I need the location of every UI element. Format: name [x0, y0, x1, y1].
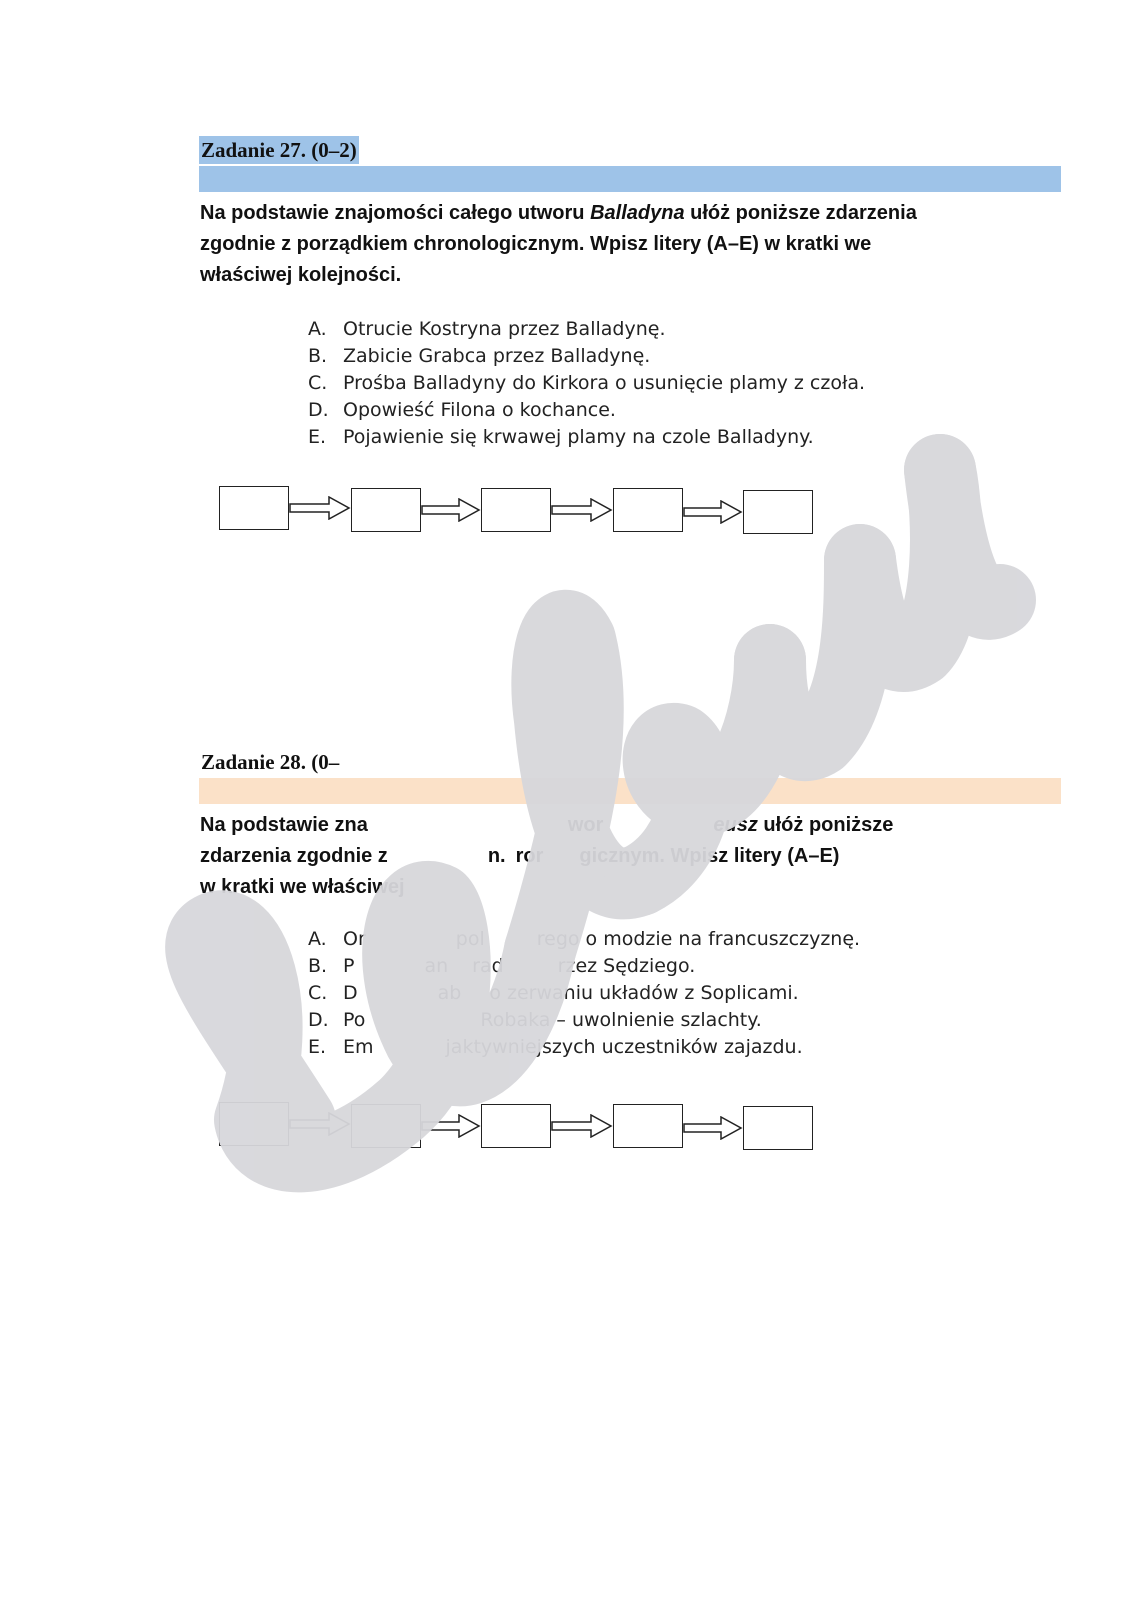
instruction-line-2: zdarzenia zgodnie z n. ror gicznym. Wpisz litery (A–E) — [200, 845, 840, 867]
arrow-right-icon — [289, 1112, 351, 1136]
answer-box-5[interactable] — [743, 1106, 813, 1150]
answer-box-3[interactable] — [481, 488, 551, 532]
work-title: Balladyna — [590, 202, 685, 224]
option-a: A. Or pol rego o modzie na francuszczyznę. — [308, 928, 861, 950]
task-28-header-bar — [199, 778, 1061, 804]
task-27-options — [308, 316, 865, 451]
option-d: D. Po Robaka – uwolnienie szlachty. — [308, 1009, 762, 1031]
answer-box-2[interactable] — [351, 488, 421, 532]
task-28-instruction — [200, 810, 960, 903]
arrow-right-icon — [683, 1116, 743, 1140]
option-c: C. Prośba Balladyny do Kirkora o usunięcie plamy z czoła. — [308, 372, 866, 394]
option-b: B. P an rad rzez Sędziego. — [308, 955, 696, 977]
answer-box-4[interactable] — [613, 488, 683, 532]
option-b: B. Zabicie Grabca przez Balladynę. — [308, 345, 651, 367]
arrow-right-icon — [421, 498, 481, 522]
arrow-right-icon — [289, 496, 351, 520]
answer-box-3[interactable] — [481, 1104, 551, 1148]
instruction-line-3: w kratki we właściwej — [200, 876, 405, 898]
arrow-right-icon — [551, 498, 613, 522]
task-28-answer-chain — [0, 1102, 1133, 1182]
instruction-text-start: Na podstawie znajomości całego utworu — [200, 202, 591, 224]
task-28-title: Zadanie 28. (0– — [201, 750, 340, 774]
answer-box-5[interactable] — [743, 490, 813, 534]
option-e: E. Pojawienie się krwawej plamy na czole Balladyny. — [308, 426, 814, 448]
arrow-right-icon — [551, 1114, 613, 1138]
answer-box-1[interactable] — [219, 486, 289, 530]
answer-box-1[interactable] — [219, 1102, 289, 1146]
answer-box-4[interactable] — [613, 1104, 683, 1148]
option-a: A. Otrucie Kostryna przez Balladynę. — [308, 318, 666, 340]
arrow-right-icon — [421, 1114, 481, 1138]
answer-box-2[interactable] — [351, 1104, 421, 1148]
task-28-options — [308, 926, 860, 1061]
arrow-right-icon — [683, 500, 743, 524]
instruction-line-1: Na podstawie zna wor eusz ułóż poniższe — [200, 814, 894, 836]
instruction-text-end: ułóż poniższe zdarzenia zgodnie z porządkiem chronologicznym. Wpisz litery (A–E) w kratki we właściwej kolejności. — [200, 202, 917, 286]
task-27-header-bar — [199, 166, 1061, 192]
option-d: D. Opowieść Filona o kochance. — [308, 399, 616, 421]
option-c: C. D ab o zerwaniu układów z Soplicami. — [308, 982, 799, 1004]
option-e: E. Em jaktywniejszych uczestników zajazdu. — [308, 1036, 803, 1058]
task-27-title: Zadanie 27. (0–2) — [201, 138, 357, 162]
task-27-instruction — [200, 198, 960, 291]
task-27-answer-chain — [0, 486, 1133, 566]
